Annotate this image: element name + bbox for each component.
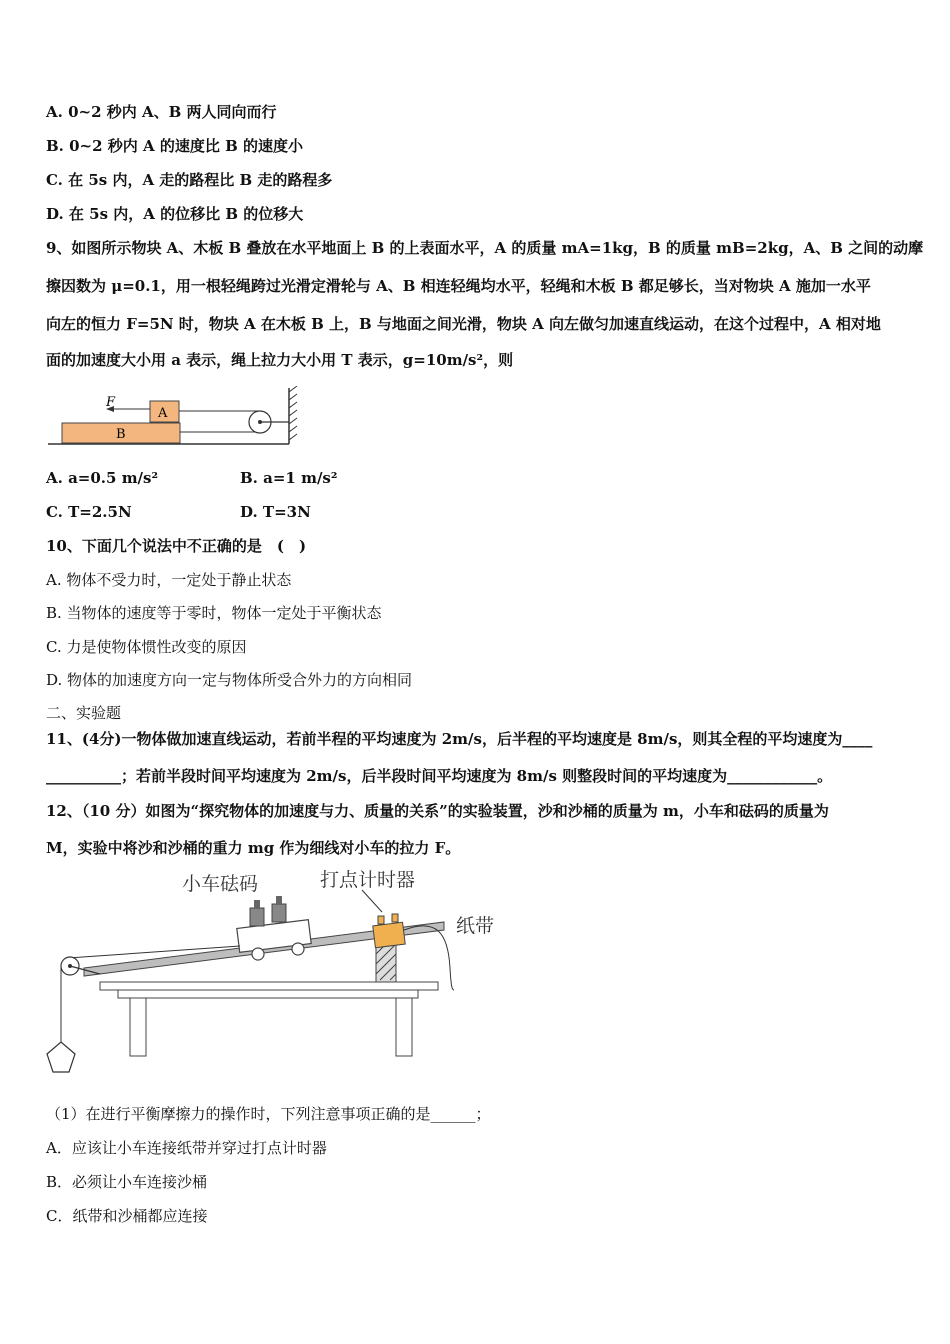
q9-stem-line-2: 擦因数为 μ=0.1，用一根轻绳跨过光滑定滑轮与 A、B 相连轻绳均水平，轻绳和木板 B 都足够长，当对物块 A 施加一水平 [46, 277, 871, 295]
q10-option-b: B. 当物体的速度等于零时，物体一定处于平衡状态 [46, 604, 382, 622]
q12-option-a: A．应该让小车连接纸带并穿过打点计时器 [46, 1139, 327, 1157]
label-tape: 纸带 [456, 915, 495, 937]
label-b: B [116, 427, 126, 442]
q10-option-d: D. 物体的加速度方向一定与物体所受合外力的方向相同 [46, 671, 413, 689]
cart-wheel-left [252, 948, 264, 960]
q12-line-2: M，实验中将沙和沙桶的重力 mg 作为细线对小车的拉力 F。 [46, 839, 461, 857]
q8-option-c: C. 在 5s 内，A 走的路程比 B 走的路程多 [46, 171, 333, 189]
q9-stem-line-4: 面的加速度大小用 a 表示，绳上拉力大小用 T 表示，g=10m/s²，则 [46, 351, 514, 369]
table-leg-right [396, 998, 412, 1056]
q8-option-d: D. 在 5s 内，A 的位移比 B 的位移大 [46, 205, 304, 223]
table-top [100, 982, 438, 990]
q11-line-1: 11、(4分)一物体做加速直线运动，若前半程的平均速度为 2m/s，后半程的平均速度是 8m/s，则其全程的平均速度为____ [46, 730, 873, 748]
label-f: F [106, 395, 116, 410]
timer-box [373, 922, 405, 947]
q8-option-a: A. 0~2 秒内 A、B 两人同向而行 [46, 103, 277, 121]
q12-sub1: （1）在进行平衡摩擦力的操作时，下列注意事项正确的是______； [46, 1105, 491, 1123]
section-title: 二、实验题 [46, 704, 122, 722]
weight-1 [250, 908, 264, 926]
q8-option-b: B. 0~2 秒内 A 的速度比 B 的速度小 [46, 137, 303, 155]
sand-bucket-icon [47, 1042, 75, 1072]
table-leg-left [130, 998, 146, 1056]
q9-stem-line-3: 向左的恒力 F=5N 时，物块 A 在木板 B 上，B 与地面之间光滑，物块 A 向左做匀加速直线运动，在这个过程中，A 相对地 [46, 315, 881, 333]
q9-figure [46, 386, 306, 452]
q12-option-b: B．必须让小车连接沙桶 [46, 1173, 208, 1191]
label-timer: 打点计时器 [320, 869, 416, 891]
q10-stem: 10、下面几个说法中不正确的是 ( ) [46, 537, 307, 555]
wall-hatch [289, 386, 297, 440]
cart-wheel-right [292, 943, 304, 955]
q9-option-a: A. a=0.5 m/s² [46, 469, 159, 487]
weight-2 [272, 904, 286, 922]
q9-stem-line-1: 9、如图所示物块 A、木板 B 叠放在水平地面上 B 的上表面水平，A 的质量 mA=1kg，B 的质量 mB=2kg，A、B 之间的动摩 [46, 239, 924, 257]
q9-option-d: D. T=3N [240, 503, 311, 521]
paper-tape [404, 926, 454, 990]
label-a: A [158, 406, 168, 421]
q9-option-b: B. a=1 m/s² [240, 469, 338, 487]
q10-option-c: C. 力是使物体惯性改变的原因 [46, 638, 247, 656]
label-cart: 小车砝码 [182, 873, 259, 895]
q9-option-c: C. T=2.5N [46, 503, 132, 521]
q11-line-2: __________；若前半段时间平均速度为 2m/s，后半段时间平均速度为 8m/s 则整段时间的平均速度为____________。 [46, 767, 833, 785]
q12-line-1: 12、（10 分）如图为“探究物体的加速度与力、质量的关系”的实验装置，沙和沙桶的质量为 m，小车和砝码的质量为 [46, 802, 829, 820]
q12-option-c: C．纸带和沙桶都应连接 [46, 1207, 208, 1225]
q10-option-a: A. 物体不受力时，一定处于静止状态 [46, 571, 292, 589]
q12-figure [44, 864, 524, 1076]
